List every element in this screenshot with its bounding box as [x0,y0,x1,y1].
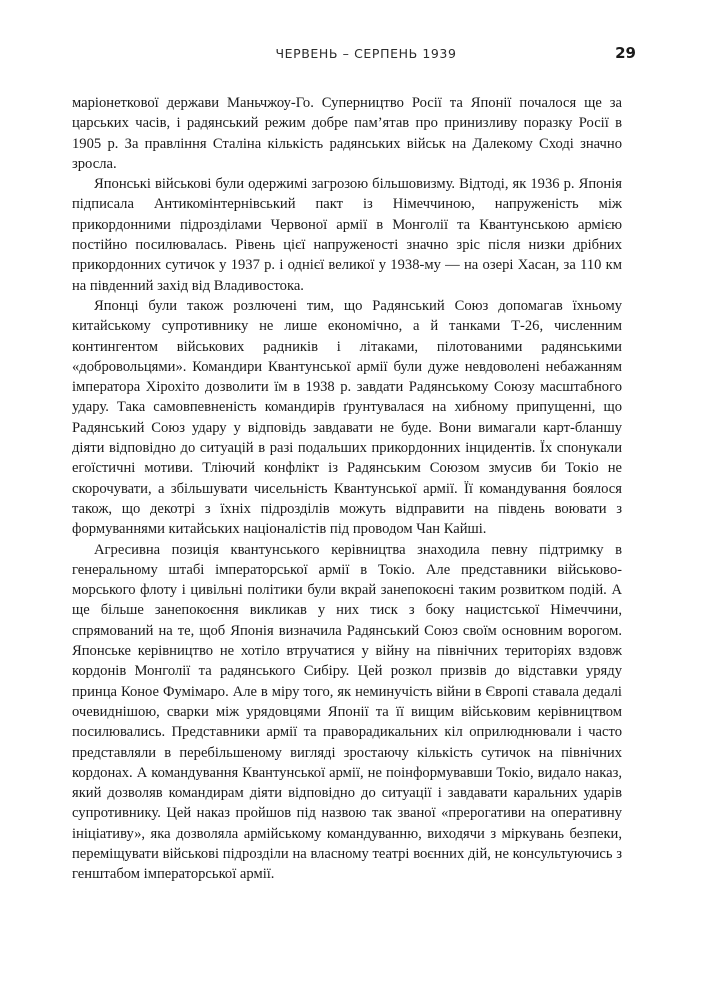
paragraph: Агресивна позиція квантунського керівництва знаходила певну підтримку в генеральному штабі імператорської армії в Токіо. Але представники військово-морського флоту і цивільні політики були вкрай занепокоєні таким розвитком подій. А ще більше занепокоєння викликав у них тиск з боку нацистської Німеччини, спрямований на те, щоб Японія визначила Радянський Союз своїм основним ворогом. Японське керівництво не хотіло втручатися у війну на північних територіях вздовж кордонів Монголії та радянського Сибіру. Цей розкол призвів до відставки уряду принца Коное Фумімаро. Але в міру того, як неминучість війни в Європі ставала дедалі очевиднішою, сварки між урядовцями Японії та її вищим військовим керівництвом посилювались. Представники армії та праворадикальних кіл оприлюднювали і часто представляли в перебільшеному вигляді зростаючу кількість сутичок на північних кордонах. А командування Квантунської армії, не поінформувавши Токіо, видало наказ, який дозволяв командирам діяти відповідно до ситуації і завдавати каральних ударів супротивнику. Цей наказ пройшов під назвою так званої «прерогативи на оперативну ініціативу», яка дозволяла армійському командуванню, виходячи з міркувань безпеки, переміщувати військові підрозділи на власному театрі воєнних дій, не консультуючись з генштабом імператорської армії. [72,541,622,883]
paragraph: Японці були також розлючені тим, що Радянський Союз допомагав їхньому китайському супротивнику не лише економічно, а й танками Т-26, численним контингентом військових радників і літаками, пілотованими радянськими «добровольцями». Командири Квантунської армії були дуже невдоволені небажанням імператора Хірохіто дозволити їм в 1938 р. завдати Радянському Союзу масштабного удару. Така самовпевненість командирів ґрунтувалася на хибному припущенні, що Радянський Союз удару у відповідь завдавати не буде. Вони вимагали карт-бланшу діяти відповідно до ситуацій в разі подальших прикордонних інцидентів. Їх спонукали егоїстичні мотиви. Тліючий конфлікт із Радянським Союзом змусив би Токіо не скорочувати, а збільшувати чисельність Квантунської армії. Її командування боялося також, що декотрі з їхніх підрозділів можуть відправити на південь воювати з формуваннями китайських націоналістів під проводом Чан Кайші. [72,297,622,538]
body-text [72,93,622,885]
running-title: ЧЕРВЕНЬ – СЕРПЕНЬ 1939 [275,46,457,61]
running-header [96,44,636,68]
paragraph: маріонеткової держави Маньчжоу-Го. Суперництво Росії та Японії почалося ще за царських часів, і радянський режим добре пам’ятав про принизливу поразку Росії в 1905 р. За правління Сталіна кількість радянських військ на Далекому Сході значно зросла. [72,95,622,172]
paragraph: Японські військові були одержимі загрозою більшовизму. Відтоді, як 1936 р. Японія підписала Антикомінтернівський пакт із Німеччиною, напруженість між прикордонними підрозділами Червоної армії в Монголії та Квантунською армією постійно посилювалась. Рівень цієї напруженості значно зріс після низки дрібних прикордонних сутичок у 1937 р. і однієї великої у 1938-му — на озері Хасан, за 110 км на південний захід від Владивостока. [72,176,622,294]
page-number: 29 [615,44,636,62]
